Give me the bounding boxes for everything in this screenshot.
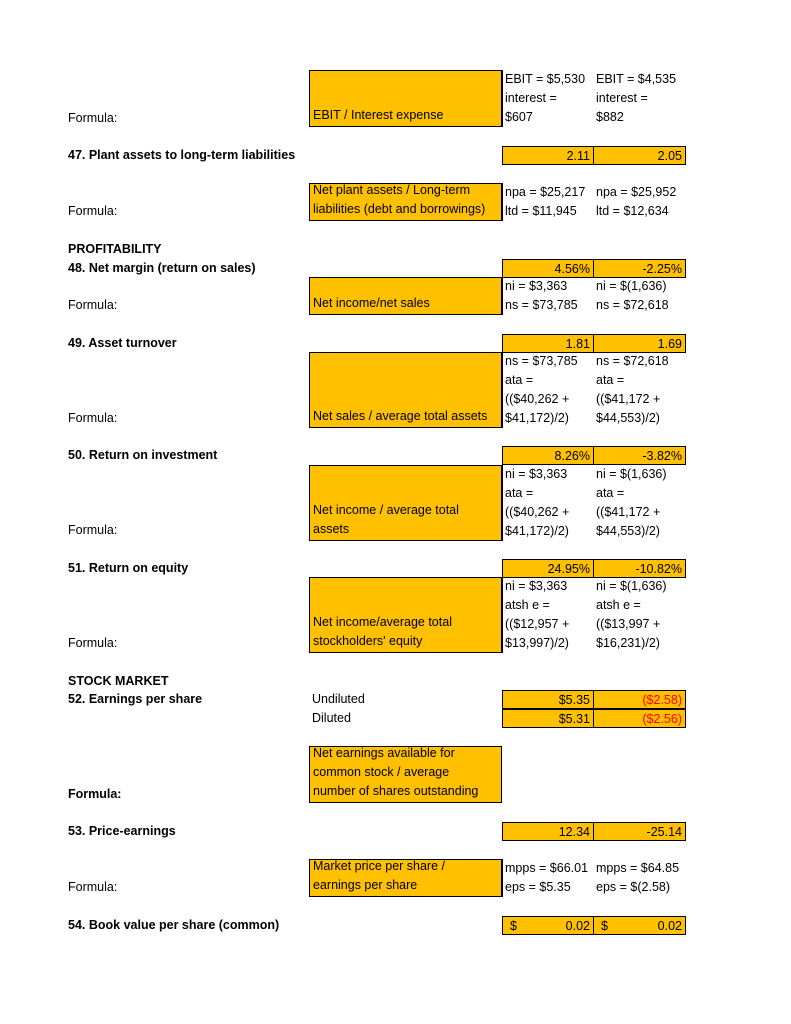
item-53-value-2016: -25.14 [593,822,686,841]
section-header-profitability: PROFITABILITY [68,242,162,256]
formula-text: Net income / average total assets [313,503,459,536]
calc-48-2017: ni = $3,363 ns = $73,785 [505,279,578,312]
item-52-undiluted-2017: $5.35 [502,690,594,709]
item-49-value-2017: 1.81 [502,334,594,353]
formula-label: Formula: [68,411,118,425]
calc-47-2016: npa = $25,952 ltd = $12,634 [596,185,677,218]
formula-text: Net income/average total stockholders' equity [313,615,452,648]
item-51-title: 51. Return on equity [68,561,189,575]
formula-box-50 [309,465,502,541]
item-50-title: 50. Return on investment [68,448,218,462]
calc-divider [502,577,503,653]
item-54-value-2017 [502,916,594,935]
item-50-value-2016: -3.82% [593,446,686,465]
calc-divider [502,277,503,315]
section-header-stock-market: STOCK MARKET [68,674,169,688]
formula-label: Formula: [68,636,118,650]
calc-divider [502,352,503,428]
formula-text: Net sales / average total assets [313,409,488,423]
item-51-value-2016: -10.82% [593,559,686,578]
formula-text: EBIT / Interest expense [313,108,444,122]
item-52-diluted-2016: ($2.56) [593,709,686,728]
item-54-value-2016 [593,916,686,935]
item-54-title: 54. Book value per share (common) [68,918,280,932]
item-49-title: 49. Asset turnover [68,336,177,350]
currency-symbol: $ [601,919,608,933]
formula-text: Net income/net sales [313,296,430,310]
item-52-diluted-label: Diluted [312,711,351,725]
calc-49-2016: ns = $72,618 ata = (($41,172 + $44,553)/2) [596,354,669,425]
value: 0.02 [565,919,590,933]
calc-times-interest-2017: EBIT = $5,530 interest = $607 [505,72,586,124]
item-52-undiluted-2016: ($2.58) [593,690,686,709]
formula-label: Formula: [68,111,118,125]
value: 0.02 [657,919,682,933]
item-52-undiluted-label: Undiluted [312,692,365,706]
item-47-title: 47. Plant assets to long-term liabilities [68,148,296,162]
formula-box-47 [309,183,502,221]
formula-box-48 [309,277,502,315]
calc-divider [502,70,503,127]
formula-label: Formula: [68,298,118,312]
formula-box-times-interest [309,70,502,127]
item-47-value-2016: 2.05 [593,146,686,165]
formula-text: Net earnings available for common stock / average number of shares outstanding [313,746,479,798]
calc-47-2017: npa = $25,217 ltd = $11,945 [505,185,586,218]
formula-box-52 [309,746,502,803]
calc-51-2017: ni = $3,363 atsh e = (($12,957 + $13,997)/2) [505,579,570,650]
item-49-value-2016: 1.69 [593,334,686,353]
formula-label-bold: Formula: [68,787,122,801]
formula-box-49 [309,352,502,428]
item-48-title: 48. Net margin (return on sales) [68,261,256,275]
formula-box-51 [309,577,502,653]
item-48-value-2016: -2.25% [593,259,686,278]
formula-label: Formula: [68,880,118,894]
calc-50-2016: ni = $(1,636) ata = (($41,172 + $44,553)/2) [596,467,667,538]
item-47-value-2017: 2.11 [502,146,594,165]
calc-51-2016: ni = $(1,636) atsh e = (($13,997 + $16,231)/2) [596,579,667,650]
item-51-value-2017: 24.95% [502,559,594,578]
calc-53-2016: mpps = $64.85 eps = $(2.58) [596,861,680,894]
calc-50-2017: ni = $3,363 ata = (($40,262 + $41,172)/2) [505,467,570,538]
formula-label: Formula: [68,204,118,218]
formula-label: Formula: [68,523,118,537]
item-53-value-2017: 12.34 [502,822,594,841]
calc-48-2016: ni = $(1,636) ns = $72,618 [596,279,669,312]
calc-49-2017: ns = $73,785 ata = (($40,262 + $41,172)/2) [505,354,578,425]
currency-symbol: $ [510,919,517,933]
calc-53-2017: mpps = $66.01 eps = $5.35 [505,861,589,894]
item-50-value-2017: 8.26% [502,446,594,465]
calc-divider [502,183,503,221]
item-53-title: 53. Price-earnings [68,824,176,838]
item-52-diluted-2017: $5.31 [502,709,594,728]
formula-text: Market price per share / earnings per share [313,859,445,892]
calc-times-interest-2016: EBIT = $4,535 interest = $882 [596,72,677,124]
item-52-title: 52. Earnings per share [68,692,203,706]
formula-box-53 [309,859,502,897]
item-48-value-2017: 4.56% [502,259,594,278]
calc-divider [502,465,503,541]
calc-divider [502,859,503,897]
formula-text: Net plant assets / Long-term liabilities (debt and borrowings) [313,183,486,216]
